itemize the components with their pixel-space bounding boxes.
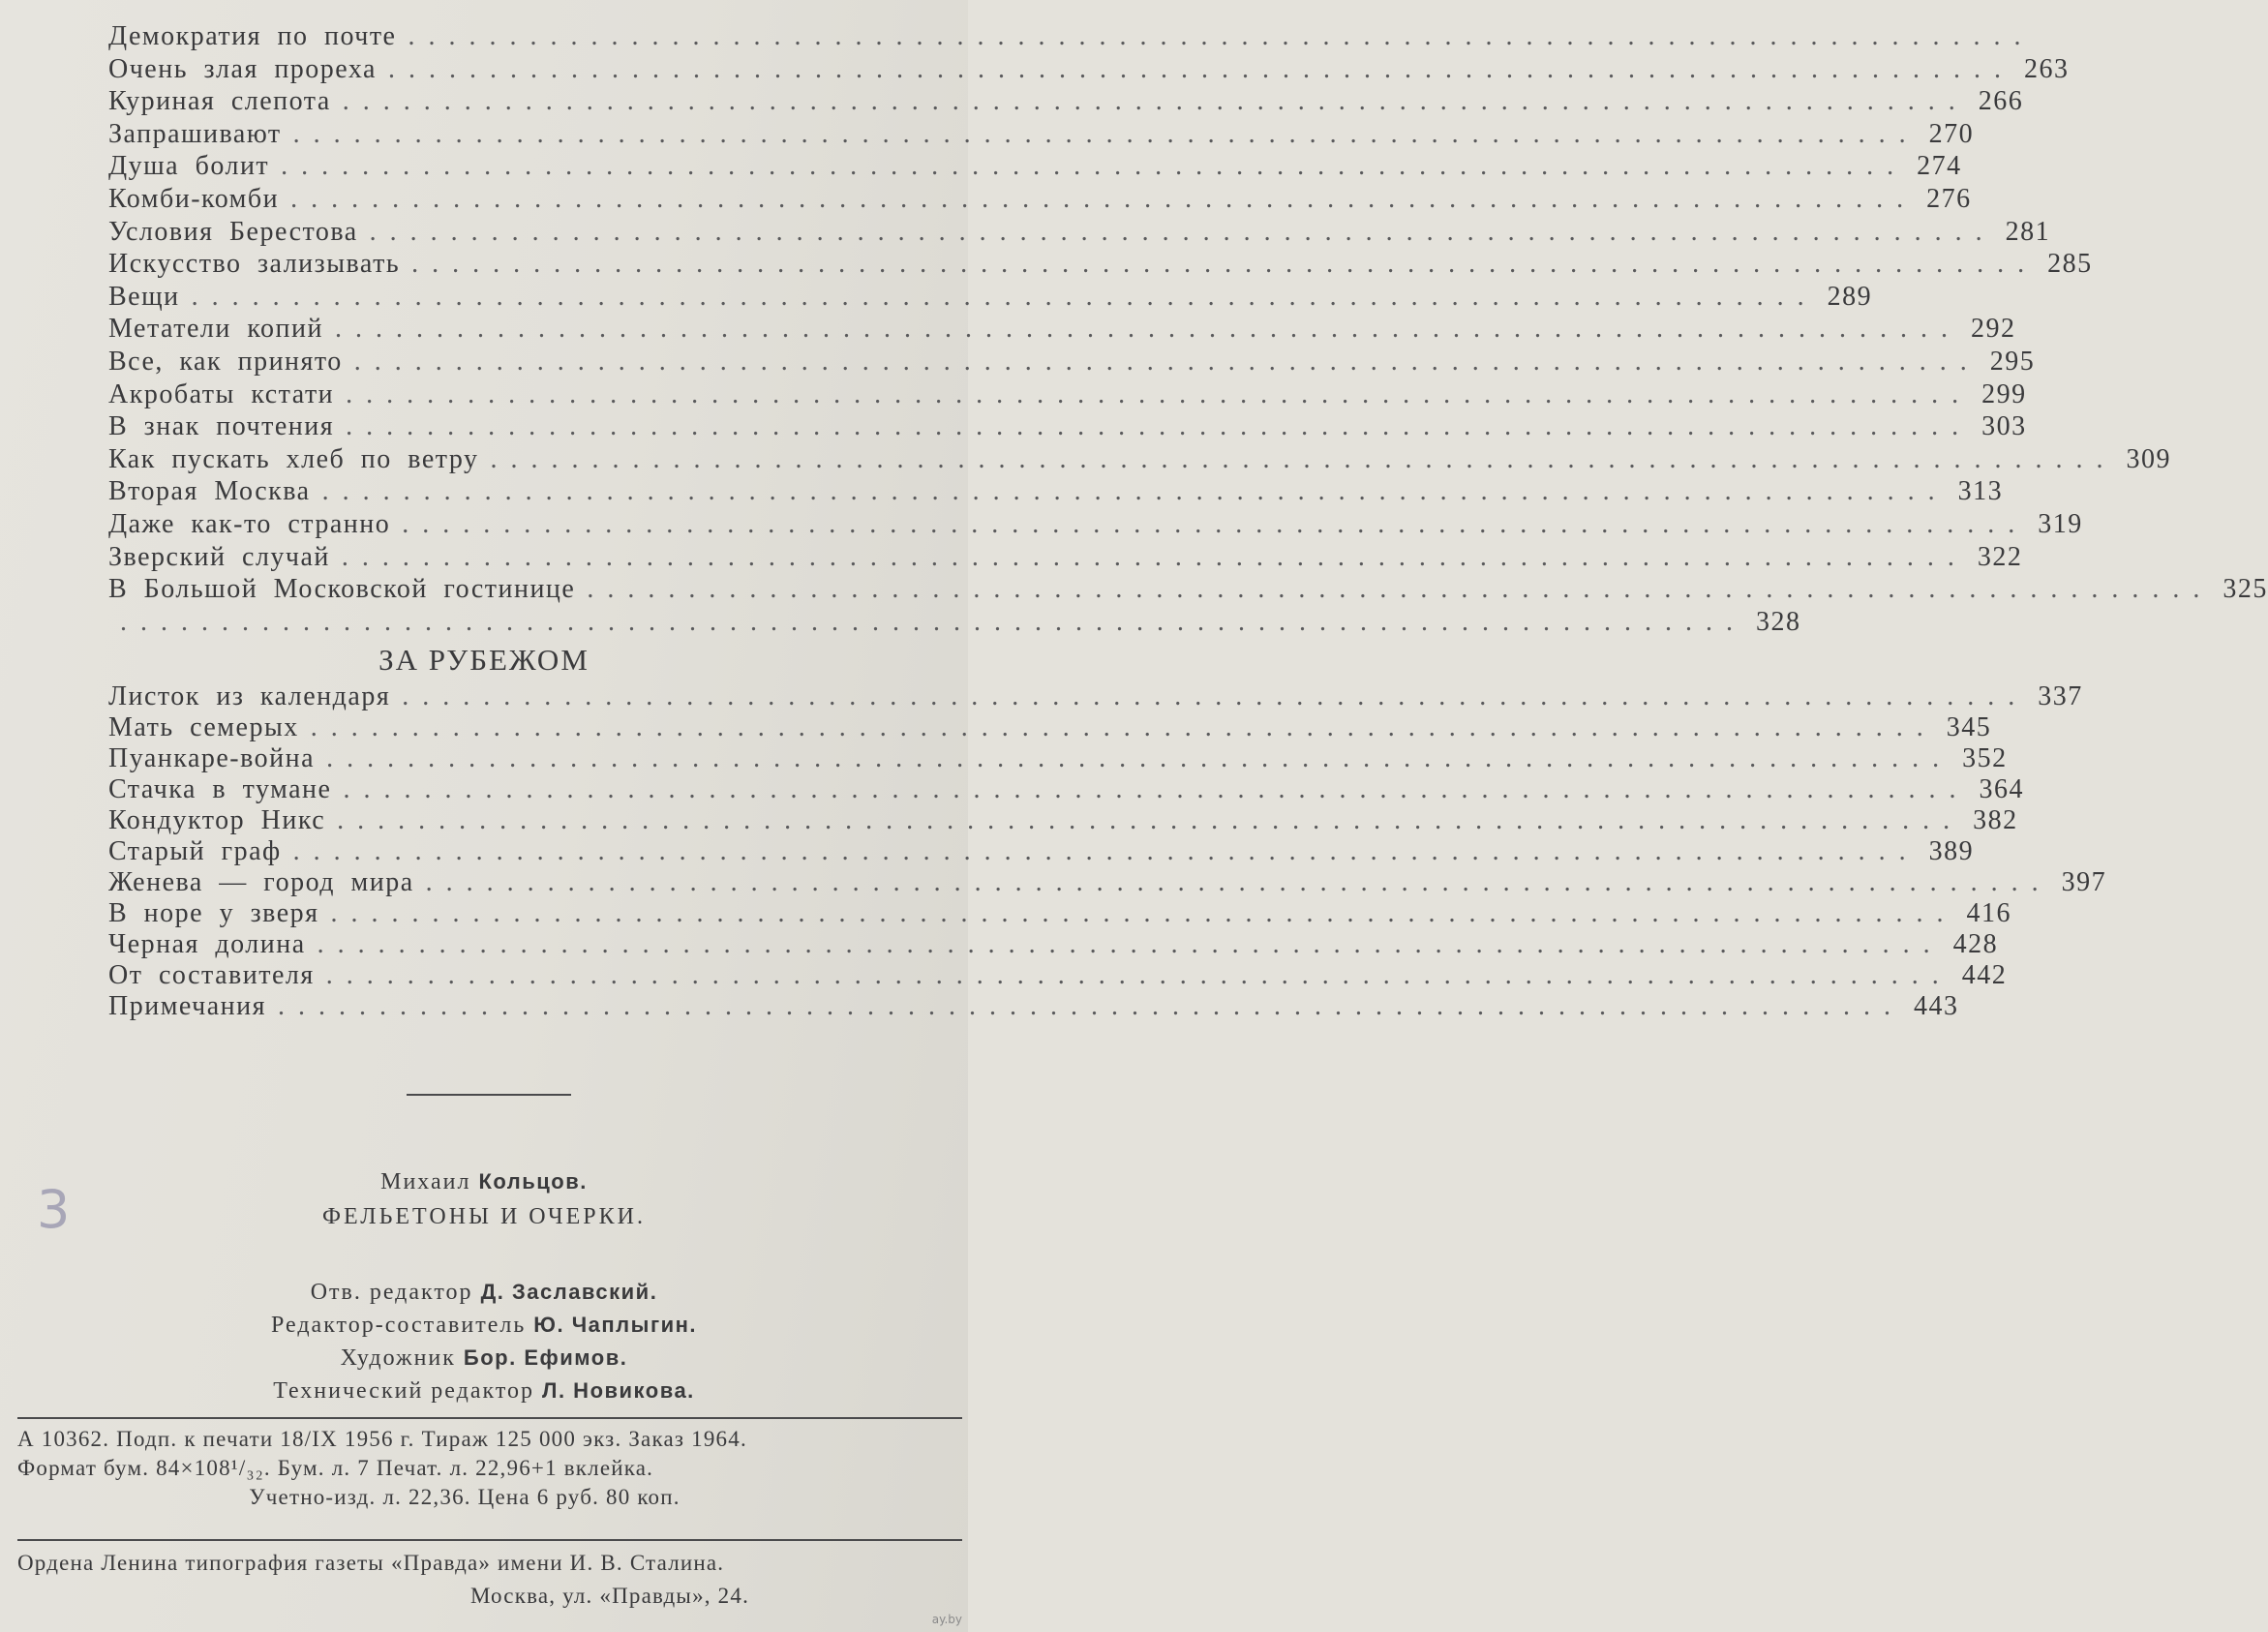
toc-entry-title: Акробаты кстати <box>108 378 335 409</box>
dot-leader: ................................................................................ <box>387 53 2014 84</box>
dot-leader: ................................................................................ <box>317 929 1944 959</box>
dot-leader: ................................................................................ <box>490 443 2117 474</box>
toc-entry <box>108 19 2035 52</box>
toc-entry <box>108 710 1992 743</box>
toc-entry-title: Старый граф <box>108 836 282 866</box>
dot-leader: ................................................................................ <box>369 216 1996 247</box>
dot-leader: ................................................................................ <box>278 991 1905 1021</box>
toc-entry-page: 274 <box>1917 151 1962 182</box>
toc-entry-page: 337 <box>2038 681 2083 711</box>
toc-entry <box>108 680 2083 712</box>
credit-role: Художник <box>340 1345 456 1371</box>
toc-entry-page: 281 <box>2005 216 2051 247</box>
toc-entry-title: От составителя <box>108 960 315 990</box>
toc-entry-title: Вещи <box>108 281 180 312</box>
toc-entry-title: Даже как-то странно <box>108 509 391 539</box>
toc-entry-page: 382 <box>1973 805 2018 835</box>
dot-leader: ................................................................................ <box>425 867 2052 897</box>
dot-leader: ................................................................................ <box>120 606 1746 637</box>
credit-name: Бор. Ефимов. <box>463 1345 628 1370</box>
toc-entry-page: 276 <box>1926 184 1972 214</box>
toc-entry-title: Женева — город мира <box>108 867 414 897</box>
credit-role: Технический редактор <box>273 1378 535 1404</box>
toc-entry-title: Демократия по почте <box>108 21 397 51</box>
toc-entry-title: Все, как принято <box>108 347 343 377</box>
toc-entry <box>108 312 2016 345</box>
printer-line-2: Москва, ул. «Правды», 24. <box>469 1584 750 1608</box>
toc-entry-title: Душа болит <box>108 151 270 182</box>
toc-entry-title: Комби-комби <box>108 184 280 214</box>
toc-entry <box>108 117 1975 150</box>
toc-entry-page: 299 <box>1981 378 2027 409</box>
toc-entry-title: Черная долина <box>108 929 306 959</box>
toc-entry-title: Листок из календаря <box>108 681 391 711</box>
toc-entry-title: Искусство зализывать <box>108 249 401 280</box>
toc-entry-page: 263 <box>2023 53 2070 84</box>
credit-name: Д. Заславский. <box>480 1280 658 1304</box>
dot-leader: ................................................................................ <box>587 574 2214 605</box>
toc-entry <box>108 572 2268 605</box>
toc-entry-page: 292 <box>1971 314 2016 345</box>
publication-line-3: Учетно-изд. л. 22,36. Цена 6 руб. 80 коп. <box>249 1485 680 1509</box>
toc-entry-page: 322 <box>1977 541 2023 572</box>
book-title: ФЕЛЬЕТОНЫ И ОЧЕРКИ. <box>322 1204 646 1229</box>
toc-entry-title: Пуанкаре-война <box>108 743 316 773</box>
toc-entry-title: Очень злая прореха <box>108 53 377 84</box>
dot-leader: ................................................................................ <box>402 509 2029 539</box>
separator-rule <box>407 1094 571 1096</box>
toc-entry <box>108 409 2027 442</box>
toc-entry-page: 289 <box>1827 281 1873 312</box>
toc-entry <box>108 896 2012 929</box>
credit-name: Л. Новикова. <box>542 1378 695 1403</box>
toc-entry <box>108 958 2008 991</box>
dot-leader: ................................................................................ <box>335 314 1961 345</box>
toc-entry-title: Стачка в тумане <box>108 774 332 804</box>
publication-line-1: А 10362. Подп. к печати 18/IX 1956 г. Тираж 125 000 экз. Заказ 1964. <box>17 1427 747 1451</box>
dot-leader: ................................................................................ <box>321 476 1949 507</box>
dot-leader: ................................................................................ <box>353 347 1981 377</box>
dot-leader: ................................................................................ <box>346 378 1973 409</box>
toc-entry <box>108 52 2070 85</box>
author-last-name: Кольцов. <box>478 1169 588 1194</box>
toc-entry-title: Запрашивают <box>108 118 282 149</box>
toc-entry <box>108 345 2036 378</box>
watermark: ay.by <box>931 1613 962 1626</box>
stamp-mark: 3 <box>37 1179 71 1240</box>
toc-entry-page: 442 <box>1961 960 2008 990</box>
toc-entry <box>108 540 2023 573</box>
toc-entry <box>108 865 2107 898</box>
toc-entry-page: 416 <box>1966 898 2012 928</box>
toc-entry-title: Условия Берестова <box>108 216 358 247</box>
credit-role: Отв. редактор <box>310 1280 473 1305</box>
toc-entry-page: 266 <box>1978 86 2024 117</box>
toc-entry <box>108 834 1975 867</box>
toc-entry <box>108 84 2024 117</box>
toc-entry <box>108 182 1972 215</box>
dot-leader: ................................................................................ <box>330 898 1957 928</box>
dot-leader: ................................................................................ <box>326 743 1953 773</box>
toc-entry-title: Вторая Москва <box>108 476 311 507</box>
credit-name: Ю. Чаплыгин. <box>533 1313 698 1337</box>
toc-entry-title: В норе у зверя <box>108 898 319 928</box>
toc-entry-page: 270 <box>1928 118 1975 149</box>
credit-compiler <box>0 1313 968 1339</box>
toc-entry-page: 345 <box>1946 712 1992 742</box>
toc-entry <box>108 442 2171 475</box>
toc-entry-page: 364 <box>1979 774 2024 804</box>
toc-entry-title: Зверский случай <box>108 541 330 572</box>
dot-leader: ................................................................................ <box>281 151 1908 182</box>
toc-entry-page: 295 <box>1989 347 2036 377</box>
credit-role: Редактор-составитель <box>270 1313 527 1338</box>
dot-leader: ................................................................................ <box>402 681 2029 711</box>
toc-entry-title: Мать семерых <box>108 712 299 742</box>
toc-entry-page: 313 <box>1957 476 2004 507</box>
dot-leader: ................................................................................ <box>292 118 1920 149</box>
toc-entry <box>108 474 2004 507</box>
toc-entry-page: 325 <box>2223 574 2268 605</box>
dot-leader: ................................................................................ <box>290 184 1918 214</box>
credit-artist <box>0 1345 968 1372</box>
credit-tech-editor <box>0 1378 968 1405</box>
toc-entry <box>108 741 2008 774</box>
toc-entry-page: 285 <box>2047 249 2093 280</box>
toc-entry <box>108 280 1873 313</box>
toc-entry-page: 397 <box>2061 867 2107 897</box>
toc-entry <box>108 378 2027 410</box>
section-title: ЗА РУБЕЖОМ <box>378 643 590 677</box>
author-line <box>0 1169 968 1195</box>
dot-leader: ................................................................................ <box>411 249 2039 280</box>
dot-leader: ................................................................................ <box>191 281 1818 312</box>
toc-entry-title: Кондуктор Никс <box>108 805 326 835</box>
dot-leader: ................................................................................ <box>341 541 1968 572</box>
toc-entry-title: Метатели копий <box>108 314 323 345</box>
toc-entry <box>108 772 2024 805</box>
dot-leader: ................................................................................ <box>408 21 2035 51</box>
toc-entry-page: 303 <box>1981 411 2027 442</box>
toc-entry <box>108 605 1801 638</box>
toc-entry <box>108 989 1959 1022</box>
dot-leader: ................................................................................ <box>325 960 1952 990</box>
dot-leader: ................................................................................ <box>346 411 1973 442</box>
toc-entry-page: 352 <box>1962 743 2008 773</box>
toc-entry-title: Примечания <box>108 991 267 1021</box>
toc-entry-page: 309 <box>2126 443 2171 474</box>
toc-entry <box>108 927 1999 960</box>
toc-entry-page: 428 <box>1952 929 1999 959</box>
publication-line-2: Формат бум. 84×108¹/₃₂. Бум. л. 7 Печат. л. 22,96+1 вклейка. <box>17 1456 654 1480</box>
toc-entry-page: 319 <box>2038 509 2083 539</box>
toc-entry-page: 389 <box>1928 836 1975 866</box>
toc-entry <box>108 215 2051 248</box>
credit-editor <box>0 1280 968 1306</box>
imprint-rule-bottom <box>17 1539 962 1541</box>
toc-entry <box>108 507 2083 540</box>
toc-entry-title: Как пускать хлеб по ветру <box>108 443 479 474</box>
dot-leader: ................................................................................ <box>337 805 1964 835</box>
toc-entry-title: Куриная слепота <box>108 86 331 117</box>
author-first-name: Михаил <box>380 1169 471 1194</box>
toc-entry-title: В Большой Московской гостинице <box>108 574 576 605</box>
dot-leader: ................................................................................ <box>342 86 1969 117</box>
imprint-rule-top <box>17 1417 962 1419</box>
toc-entry-page: 443 <box>1914 991 1959 1021</box>
dot-leader: ................................................................................ <box>292 836 1920 866</box>
toc-entry <box>108 149 1962 182</box>
toc-entry <box>108 247 2093 280</box>
toc-entry-title: В знак почтения <box>108 411 335 442</box>
toc-entry <box>108 803 2018 836</box>
dot-leader: ................................................................................ <box>310 712 1937 742</box>
dot-leader: ................................................................................ <box>343 774 1970 804</box>
toc-entry-page: 328 <box>1756 606 1801 637</box>
printer-line-1: Ордена Ленина типография газеты «Правда» имени И. В. Сталина. <box>17 1551 725 1575</box>
